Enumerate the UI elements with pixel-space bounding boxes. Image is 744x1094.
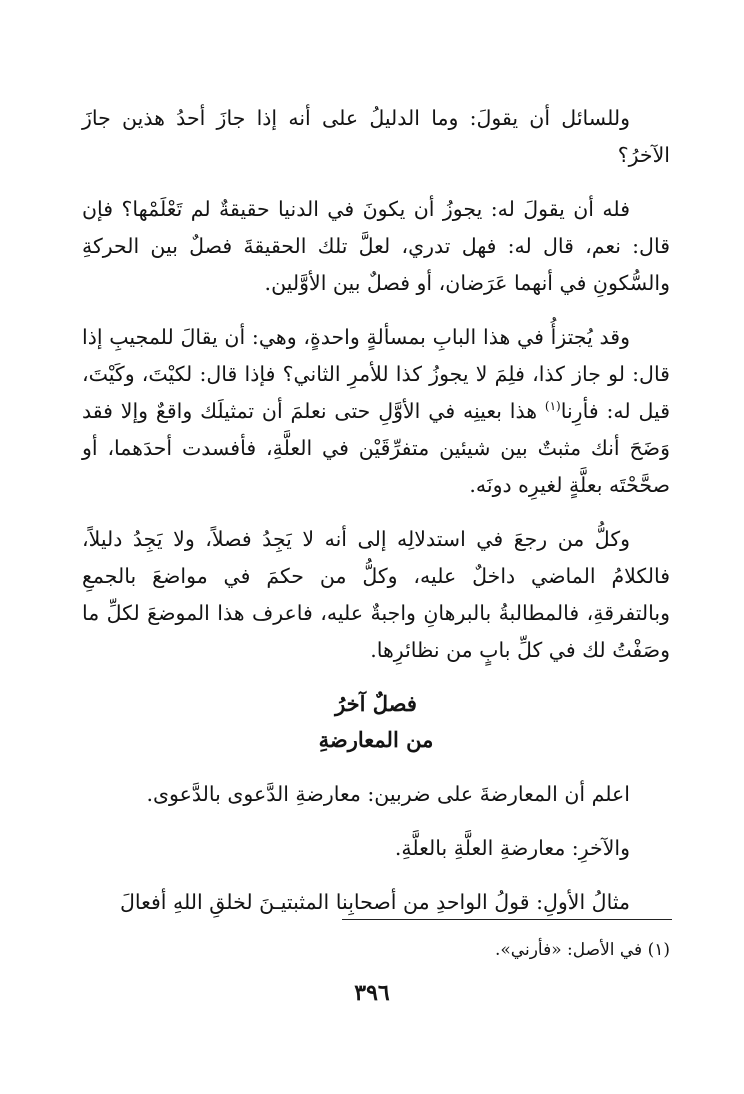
paragraph-3 <box>82 319 670 504</box>
page-body <box>82 100 670 938</box>
paragraph-3-part-a: وقد يُجتزأُ في هذا البابِ بمسألةٍ واحدةٍ، وهي: أن يقالَ للمجيبِ إذا قال: لو جاز كذا، فلِمَ لا يجوزُ كذا للأمرِ الثاني؟ فإذا قال: لكيْتَ، وكَيْتَ، قيل له: فأرِنا <box>82 325 670 423</box>
footnote-marker: (١) <box>544 399 561 414</box>
section-heading <box>82 686 670 758</box>
paragraph-1: وللسائل أن يقولَ: وما الدليلُ على أنه إذا جازَ أحدُ هذين جازَ الآخرُ؟ <box>82 106 670 167</box>
paragraph-7: مثالُ الأولِ: قولُ الواحدِ من أصحابِنا المثبتيـنَ لخلقِ اللهِ أفعالَ <box>119 890 630 914</box>
paragraph-5: اعلم أن المعارضةَ على ضربين: معارضةِ الدَّعوى بالدَّعوى. <box>146 782 630 806</box>
footnote: (١) في الأصل: «فأرني». <box>495 940 670 960</box>
section-heading-subtitle: من المعارضةِ <box>318 727 434 752</box>
paragraph-6: والآخرِ: معارضةِ العلَّةِ بالعلَّةِ. <box>394 836 630 860</box>
paragraph-4: وكلُّ من رجعَ في استدلالِه إلى أنه لا يَجِدُ فصلاً، ولا يَجِدُ دليلاً، فالكلامُ الماضي داخلٌ عليه، وكلُّ من حكمَ في مواضعَ بالجمعِ وبالتفرقةِ، فالمطالبةُ بالبرهانِ واجبةٌ عليه، فاعرف هذا الموضعَ لكلِّ ما وصَفْتُ لك في كلِّ بابٍ من نظائرِها. <box>82 527 670 662</box>
paragraph-2: فله أن يقولَ له: يجوزُ أن يكونَ في الدنيا حقيقةٌ لم تَعْلَمْها؟ فإن قال: نعم، قال له: فهل تدري، لعلَّ تلك الحقيقةَ فصلٌ بين الحركةِ والسُّكونِ في أنهما عَرَضان، أو فصلٌ بين الأوَّلين. <box>82 197 670 295</box>
footnote-divider <box>342 919 672 920</box>
section-heading-title: فصلٌ آخرُ <box>335 691 417 716</box>
paragraph-3-part-b: هذا بعينِه في الأوَّلِ حتى نعلمَ أن تمثيلَك واقعٌ وإلا فقد وَضَحَ أنك مثبتٌ بين شيئين متفرِّقَيْن في العلَّةِ، فأفسدت أحدَهما، أو صحَّحْتَه بعلَّةٍ لغيرِه دونَه. <box>82 399 670 497</box>
page-number: ٣٩٦ <box>354 980 390 1006</box>
